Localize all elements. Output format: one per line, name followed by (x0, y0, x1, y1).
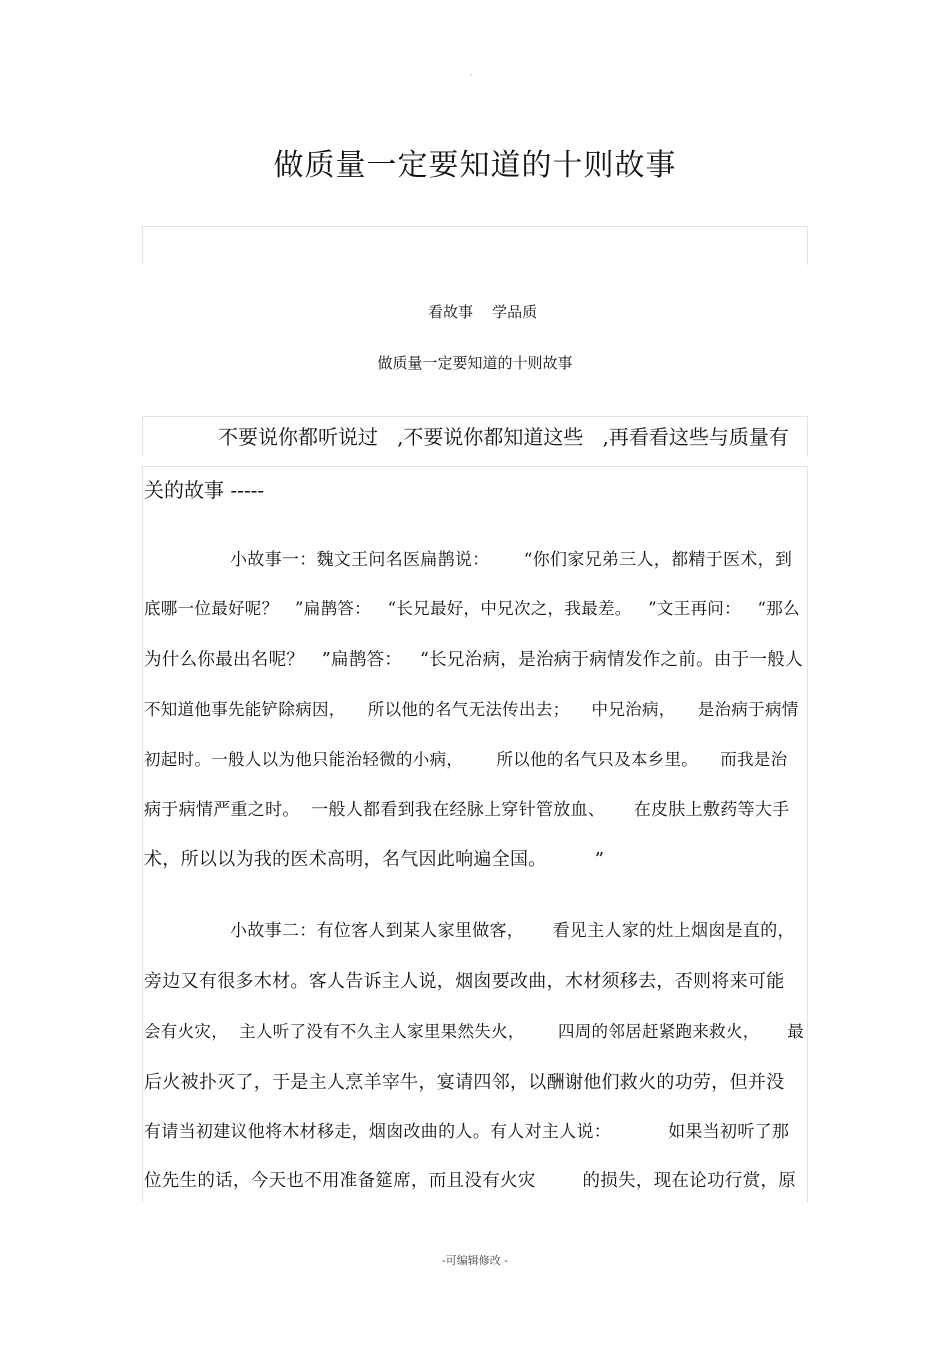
story-2-line: 小故事二：有位客人到某人家里做客， 看见主人家的灶上烟囱是直的， (230, 921, 795, 941)
story-2-line: 后火被扑灭了，于是主人烹羊宰牛，宴请四邻，以酬谢他们救火的功劳，但并没 (144, 1072, 785, 1093)
header-mark: - (470, 70, 473, 79)
story-2-line: 有请当初建议他将木材移走，烟囱改曲的人。有人对主人说： 如果当初听了那 (144, 1122, 790, 1142)
story-2-line: 位先生的话，今天也不用准备筵席，而且没有火灾 的损失，现在论功行赏，原 (144, 1171, 797, 1191)
story-2-line: 会有火灾， 主人听了没有不久主人家里果然失火， 四周的邻居赶紧跑来救火， 最 (144, 1022, 805, 1041)
story-1-line: 病于病情严重之时。 一般人都看到我在经脉上穿针管放血、 在皮肤上敷药等大手 (144, 800, 790, 820)
subtitle-repeat: 做质量一定要知道的十则故事 (377, 354, 573, 372)
story-1-line: 初起时。一般人以为他只能治轻微的小病， 所以他的名气只及本乡里。 而我是治 (144, 750, 788, 769)
story-1-line: 不知道他事先能铲除病因， 所以他的名气无法传出去； 中兄治病， 是治病于病情 (144, 700, 799, 719)
story-1-line: 为什么你最出名呢？ ”扁鹊答： “长兄治病，是治病于病情发作之前。由于一般人 (144, 650, 803, 670)
intro-line-1: 不要说你都听说过 ,不要说你都知道这些 ,再看看这些与质量有 (218, 425, 789, 449)
story-1-line: 术，所以以为我的医术高明，名气因此响遍全国。 ” (144, 849, 605, 870)
story-1-line: 小故事一：魏文王问名医扁鹊说： “你们家兄弟三人，都精于医术，到 (230, 550, 793, 570)
intro-line-2: 关的故事 ----- (144, 478, 265, 502)
subtitle-motto: 看故事 学品质 (428, 303, 538, 321)
story-2-line: 旁边又有很多木材。客人告诉主人说，烟囱要改曲，木材须移去，否则将来可能 (144, 971, 785, 992)
story-1-line: 底哪一位最好呢？ ”扁鹊答： “长兄最好，中兄次之，我最差。 ”文王再问： “那么 (144, 599, 800, 618)
document-title: 做质量一定要知道的十则故事 (273, 148, 677, 183)
page-footer: -可编辑修改 - (442, 1254, 508, 1267)
frame-box (142, 226, 808, 265)
